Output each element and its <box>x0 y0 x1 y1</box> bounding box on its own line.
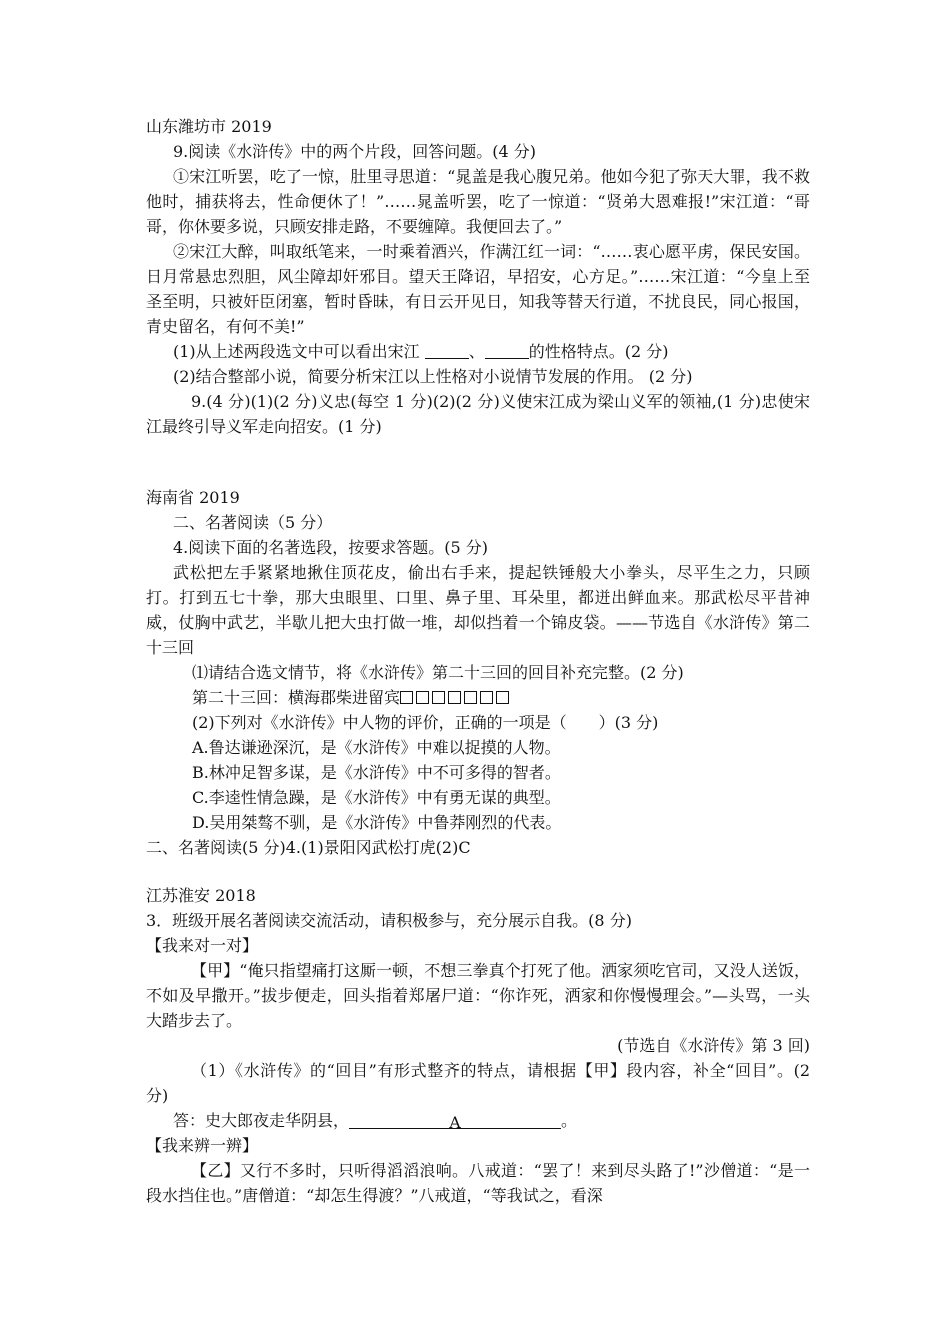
source-note: (节选自《水浒传》第 3 回) <box>617 1036 810 1055</box>
chapter-title-text: 第二十三回：横海郡柴进留宾 <box>192 688 401 707</box>
answer-end: 。 <box>561 1111 578 1130</box>
sub-question: (2)结合整部小说，简要分析宋江以上性格对小说情节发展的作用。 (2 分) <box>173 367 693 386</box>
sub-question-text: (1)从上述两段选文中可以看出宋江 <box>173 342 420 361</box>
excerpt-paragraph: 【甲】“俺只指望痛打这厮一顿，不想三拳真个打死了他。洒家须吃官司，又没人送饭，不如及早撒开。”拔步便走，回头指着郑屠尸道：“你诈死，洒家和你慢慢理会。”—头骂，一头大踏步去了。 <box>146 961 810 1030</box>
section-heading: 江苏淮安 2018 <box>146 886 256 905</box>
question-text: 9.阅读《水浒传》中的两个片段，回答问题。(4 分) <box>173 142 537 161</box>
question-text: 4.阅读下面的名著选段，按要求答题。(5 分) <box>173 538 489 557</box>
excerpt-paragraph: ②宋江大醉，叫取纸笔来，一时乘着酒兴，作满江红一词：“……衷心愿平虏，保民安国。日月常悬忠烈胆，风尘障却奸邪目。望天王降诏，早招安，心方足。”……宋江道：“今皇上至圣至明，只被奸臣闭塞，暂时昏昧，有日云开见日，知我等替天行道，不扰良民，同心报国，青史留名，有何不美!” <box>146 242 810 336</box>
answer-blank <box>425 340 469 359</box>
blank-box <box>416 691 429 704</box>
option-c: C.李逵性情急躁，是《水浒传》中有勇无谋的典型。 <box>192 788 561 807</box>
excerpt-paragraph: ①宋江听罢，吃了一惊，肚里寻思道：“晁盖是我心腹兄弟。他如今犯了弥天大罪，我不救他时，捕获将去，性命便休了！”……晁盖听罢，吃了一惊道：“贤弟大恩难报!”宋江道：“哥哥，你休要多说，只顾安排走路，不要缠障。我便回去了。” <box>146 167 810 236</box>
section-subheading: 二、名著阅读（5 分） <box>173 513 333 532</box>
activity-heading: 【我来对一对】 <box>146 936 259 955</box>
answer-blank <box>485 340 529 359</box>
activity-heading: 【我来辨一辨】 <box>146 1136 259 1155</box>
blank-box <box>400 691 413 704</box>
separator-text: 、 <box>468 342 485 361</box>
question-text: 3．班级开展名著阅读交流活动，请积极参与，充分展示自我。(8 分) <box>146 911 632 930</box>
option-b: B.林冲足智多谋，是《水浒传》中不可多得的智者。 <box>192 763 561 782</box>
sub-question-text: 的性格特点。(2 分) <box>528 342 669 361</box>
answer-line <box>146 1108 810 1133</box>
blank-box <box>448 691 461 704</box>
sub-question: (2)下列对《水浒传》中人物的评价，正确的一项是（ ）(3 分) <box>192 713 659 732</box>
sub-question <box>146 339 810 364</box>
section-huaian <box>146 883 810 1208</box>
blank-box <box>464 691 477 704</box>
section-hainan <box>146 485 810 860</box>
blank-box <box>496 691 509 704</box>
excerpt-paragraph: 武松把左手紧紧地揪住顶花皮，偷出右手来，提起铁锤般大小拳头，尽平生之力，只顾打。打到五七十拳，那大虫眼里、口里、鼻子里、耳朵里，都迸出鲜血来。那武松尽平昔神威，仗胸中武艺，半歇儿把大虫打做一堆，却似挡着一个锦皮袋。——节选自《水浒传》第二十三回 <box>146 563 810 657</box>
blank-box <box>480 691 493 704</box>
excerpt-paragraph: 【乙】又行不多时，只听得滔滔浪响。八戒道：“罢了！来到尽头路了!”沙僧道：“是一段水挡住也。”唐僧道：“却怎生得渡？”八戒道，“等我试之，看深 <box>146 1161 810 1205</box>
answer-key: 二、名著阅读(5 分)4.(1)景阳冈武松打虎(2)C <box>146 838 471 857</box>
answer-prefix: 答：史大郎夜走华阴县， <box>173 1111 350 1130</box>
option-a: A.鲁达谦逊深沉，是《水浒传》中难以捉摸的人物。 <box>192 738 561 757</box>
sub-question: （1）《水浒传》的“回目”有形式整齐的特点，请根据【甲】段内容，补全“回目”。(2 分) <box>146 1061 810 1105</box>
sub-question: ⑴请结合选文情节，将《水浒传》第二十三回的回目补充完整。(2 分) <box>192 663 684 682</box>
answer-blank: A <box>349 1110 561 1129</box>
answer-key: 9.(4 分)(1)(2 分)义忠(每空 1 分)(2)(2 分)义使宋江成为梁山义军的领袖,(1 分)忠使宋江最终引导义军走向招安。(1 分) <box>146 392 810 436</box>
section-heading: 山东潍坊市 2019 <box>146 117 272 136</box>
sub-question-line <box>146 685 810 710</box>
section-heading: 海南省 2019 <box>146 488 240 507</box>
option-d: D.吴用桀骜不驯，是《水浒传》中鲁莽刚烈的代表。 <box>192 813 562 832</box>
blank-box <box>432 691 445 704</box>
section-weifang <box>146 114 810 439</box>
